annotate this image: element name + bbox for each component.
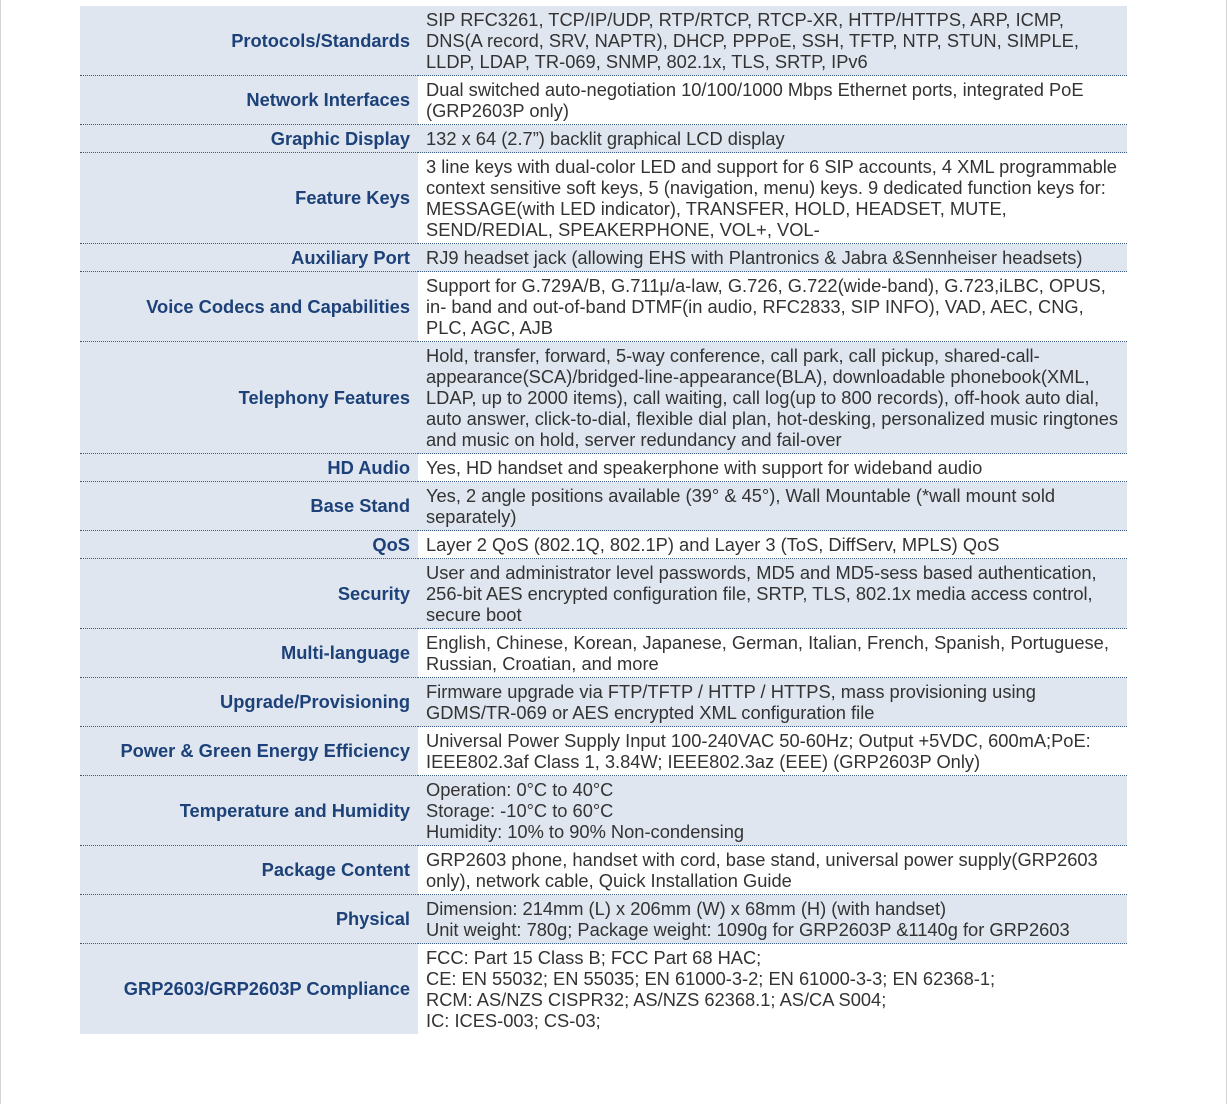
spec-label: Base Stand bbox=[80, 482, 418, 531]
spec-row bbox=[80, 895, 1127, 944]
spec-label: Protocols/Standards bbox=[80, 6, 418, 76]
spec-value-line: Yes, HD handset and speakerphone with support for wideband audio bbox=[426, 457, 983, 478]
specification-table-body bbox=[80, 6, 1127, 1034]
spec-value bbox=[418, 125, 1127, 153]
spec-label: GRP2603/GRP2603P Compliance bbox=[80, 944, 418, 1035]
spec-label: Voice Codecs and Capabilities bbox=[80, 272, 418, 342]
spec-value bbox=[418, 454, 1127, 482]
spec-value-line: RJ9 headset jack (allowing EHS with Plantronics & Jabra &Sennheiser headsets) bbox=[426, 247, 1083, 268]
spec-row bbox=[80, 531, 1127, 559]
spec-value bbox=[418, 272, 1127, 342]
spec-value-line: English, Chinese, Korean, Japanese, German, Italian, French, Spanish, Portuguese, Russian, Croatian, and more bbox=[426, 632, 1109, 674]
spec-label: Security bbox=[80, 559, 418, 629]
spec-row bbox=[80, 944, 1127, 1035]
spec-value-line: Firmware upgrade via FTP/TFTP / HTTP / HTTPS, mass provisioning using GDMS/TR-069 or AES encrypted XML configuration file bbox=[426, 681, 1036, 723]
spec-value-line: IC: ICES-003; CS-03; bbox=[426, 1010, 601, 1031]
spec-row bbox=[80, 846, 1127, 895]
spec-row bbox=[80, 678, 1127, 727]
spec-value bbox=[418, 531, 1127, 559]
spec-label: Temperature and Humidity bbox=[80, 776, 418, 846]
spec-value-line: Humidity: 10% to 90% Non-condensing bbox=[426, 821, 745, 842]
spec-value bbox=[418, 895, 1127, 944]
spec-value bbox=[418, 76, 1127, 125]
spec-value bbox=[418, 153, 1127, 244]
spec-value bbox=[418, 846, 1127, 895]
spec-row bbox=[80, 559, 1127, 629]
spec-value-line: Universal Power Supply Input 100-240VAC 50-60Hz; Output +5VDC, 600mA;PoE: IEEE802.3af Class 1, 3.84W; IEEE802.3az (EEE) (GRP2603P Only) bbox=[426, 730, 1091, 772]
spec-value-line: Dual switched auto-negotiation 10/100/1000 Mbps Ethernet ports, integrated PoE (GRP2603P only) bbox=[426, 79, 1084, 121]
spec-value-line: Dimension: 214mm (L) x 206mm (W) x 68mm (H) (with handset) bbox=[426, 898, 947, 919]
spec-label: QoS bbox=[80, 531, 418, 559]
spec-value-line: SIP RFC3261, TCP/IP/UDP, RTP/RTCP, RTCP-XR, HTTP/HTTPS, ARP, ICMP, DNS(A record, SRV, NAPTR), DHCP, PPPoE, SSH, TFTP, NTP, STUN, SIMPLE, LLDP, LDAP, TR-069, SNMP, 802.1x, TLS, SRTP, IPv6 bbox=[426, 9, 1079, 72]
spec-value bbox=[418, 342, 1127, 454]
spec-label: Graphic Display bbox=[80, 125, 418, 153]
spec-value-line: Yes, 2 angle positions available (39° & 45°), Wall Mountable (*wall mount sold separately) bbox=[426, 485, 1056, 527]
spec-value bbox=[418, 678, 1127, 727]
spec-row bbox=[80, 454, 1127, 482]
spec-row bbox=[80, 629, 1127, 678]
spec-value-line: 132 x 64 (2.7”) backlit graphical LCD display bbox=[426, 128, 785, 149]
spec-row bbox=[80, 727, 1127, 776]
spec-value bbox=[418, 6, 1127, 76]
spec-value-line: Support for G.729A/B, G.711μ/a-law, G.726, G.722(wide-band), G.723,iLBC, OPUS, in- band and out-of-band DTMF(in audio, RFC2833, SIP INFO), VAD, AEC, CNG, PLC, AGC, AJB bbox=[426, 275, 1106, 338]
spec-value-line: Operation: 0°C to 40°C bbox=[426, 779, 614, 800]
specification-table bbox=[80, 6, 1127, 1034]
spec-value-line: Layer 2 QoS (802.1Q, 802.1P) and Layer 3 (ToS, DiffServ, MPLS) QoS bbox=[426, 534, 1000, 555]
spec-label: Network Interfaces bbox=[80, 76, 418, 125]
spec-value bbox=[418, 559, 1127, 629]
spec-row bbox=[80, 272, 1127, 342]
spec-label: Power & Green Energy Efficiency bbox=[80, 727, 418, 776]
spec-value bbox=[418, 776, 1127, 846]
spec-label: Auxiliary Port bbox=[80, 244, 418, 272]
spec-label: Telephony Features bbox=[80, 342, 418, 454]
spec-value-line: Unit weight: 780g; Package weight: 1090g for GRP2603P &1140g for GRP2603 bbox=[426, 919, 1070, 940]
spec-value-line: GRP2603 phone, handset with cord, base stand, universal power supply(GRP2603 only), network cable, Quick Installation Guide bbox=[426, 849, 1098, 891]
spec-row bbox=[80, 125, 1127, 153]
spec-row bbox=[80, 6, 1127, 76]
spec-row bbox=[80, 76, 1127, 125]
spec-value-line: CE: EN 55032; EN 55035; EN 61000-3-2; EN 61000-3-3; EN 62368-1; bbox=[426, 968, 996, 989]
spec-value-line: 3 line keys with dual-color LED and support for 6 SIP accounts, 4 XML programmable context sensitive soft keys, 5 (navigation, menu) keys. 9 dedicated function keys for: MESSAGE(with LED indicator), TRANSFER, HOLD, HEADSET, MUTE, SEND/REDIAL, SPEAKERPHONE, VOL+, VOL- bbox=[426, 156, 1117, 240]
spec-row bbox=[80, 482, 1127, 531]
spec-label: Package Content bbox=[80, 846, 418, 895]
spec-label: Feature Keys bbox=[80, 153, 418, 244]
spec-value bbox=[418, 944, 1127, 1035]
spec-value-line: RCM: AS/NZS CISPR32; AS/NZS 62368.1; AS/CA S004; bbox=[426, 989, 887, 1010]
spec-row bbox=[80, 244, 1127, 272]
spec-row bbox=[80, 776, 1127, 846]
spec-row bbox=[80, 153, 1127, 244]
spec-value bbox=[418, 482, 1127, 531]
spec-label: Physical bbox=[80, 895, 418, 944]
spec-value-line: Storage: -10°C to 60°C bbox=[426, 800, 614, 821]
spec-label: Multi-language bbox=[80, 629, 418, 678]
spec-label: HD Audio bbox=[80, 454, 418, 482]
spec-value-line: Hold, transfer, forward, 5-way conference, call park, call pickup, shared-call-appearance(SCA)/bridged-line-appearance(BLA), downloadable phonebook(XML, LDAP, up to 2000 items), call waiting, call log(up to 800 records), off-hook auto dial, auto answer, click-to-dial, flexible dial plan, hot-desking, personalized music ringtones and music on hold, server redundancy and fail-over bbox=[426, 345, 1119, 450]
spec-value bbox=[418, 727, 1127, 776]
spec-value-line: User and administrator level passwords, MD5 and MD5-sess based authentication, 256-bit AES encrypted configuration file, SRTP, TLS, 802.1x media access control, secure boot bbox=[426, 562, 1097, 625]
spec-value bbox=[418, 244, 1127, 272]
spec-label: Upgrade/Provisioning bbox=[80, 678, 418, 727]
spec-value bbox=[418, 629, 1127, 678]
spec-value-line: FCC: Part 15 Class B; FCC Part 68 HAC; bbox=[426, 947, 762, 968]
spec-row bbox=[80, 342, 1127, 454]
